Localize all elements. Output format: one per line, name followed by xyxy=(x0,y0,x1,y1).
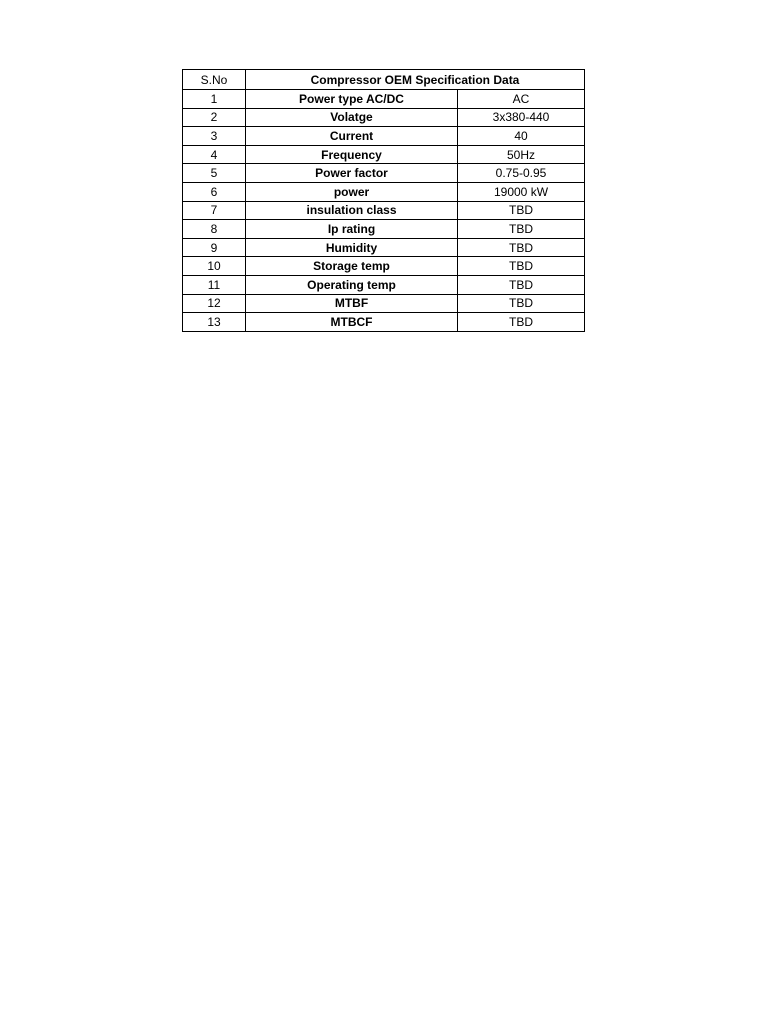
sno-header: S.No xyxy=(183,70,246,90)
row-number: 1 xyxy=(183,90,246,109)
parameter-name: Current xyxy=(246,127,458,146)
row-number: 5 xyxy=(183,164,246,183)
parameter-name: power xyxy=(246,182,458,201)
parameter-value: TBD xyxy=(458,220,585,239)
parameter-value: TBD xyxy=(458,257,585,276)
parameter-name: MTBF xyxy=(246,294,458,313)
row-number: 4 xyxy=(183,145,246,164)
row-number: 6 xyxy=(183,182,246,201)
table-row xyxy=(183,108,585,127)
table-row xyxy=(183,90,585,109)
parameter-value: 50Hz xyxy=(458,145,585,164)
parameter-name: Storage temp xyxy=(246,257,458,276)
parameter-name: Operating temp xyxy=(246,275,458,294)
parameter-value: 3x380-440 xyxy=(458,108,585,127)
table-row xyxy=(183,145,585,164)
parameter-name: Power type AC/DC xyxy=(246,90,458,109)
table-row xyxy=(183,238,585,257)
parameter-name: MTBCF xyxy=(246,313,458,332)
table-row xyxy=(183,201,585,220)
row-number: 7 xyxy=(183,201,246,220)
table-row xyxy=(183,127,585,146)
parameter-value: TBD xyxy=(458,294,585,313)
table-row xyxy=(183,164,585,183)
table-title: Compressor OEM Specification Data xyxy=(246,70,585,90)
parameter-name: Ip rating xyxy=(246,220,458,239)
parameter-value: 40 xyxy=(458,127,585,146)
row-number: 8 xyxy=(183,220,246,239)
row-number: 9 xyxy=(183,238,246,257)
row-number: 3 xyxy=(183,127,246,146)
parameter-value: TBD xyxy=(458,238,585,257)
table-row xyxy=(183,182,585,201)
table-row xyxy=(183,294,585,313)
table-header-row xyxy=(183,70,585,90)
parameter-value: 0.75-0.95 xyxy=(458,164,585,183)
parameter-value: TBD xyxy=(458,275,585,294)
parameter-name: Humidity xyxy=(246,238,458,257)
parameter-value: TBD xyxy=(458,313,585,332)
parameter-name: Volatge xyxy=(246,108,458,127)
parameter-name: Frequency xyxy=(246,145,458,164)
table-row xyxy=(183,313,585,332)
table-row xyxy=(183,220,585,239)
row-number: 11 xyxy=(183,275,246,294)
spec-table-body xyxy=(183,70,585,332)
parameter-value: AC xyxy=(458,90,585,109)
parameter-value: TBD xyxy=(458,201,585,220)
parameter-value: 19000 kW xyxy=(458,182,585,201)
spec-table xyxy=(182,69,585,332)
row-number: 2 xyxy=(183,108,246,127)
row-number: 12 xyxy=(183,294,246,313)
table-row xyxy=(183,257,585,276)
parameter-name: insulation class xyxy=(246,201,458,220)
table-row xyxy=(183,275,585,294)
parameter-name: Power factor xyxy=(246,164,458,183)
row-number: 10 xyxy=(183,257,246,276)
row-number: 13 xyxy=(183,313,246,332)
